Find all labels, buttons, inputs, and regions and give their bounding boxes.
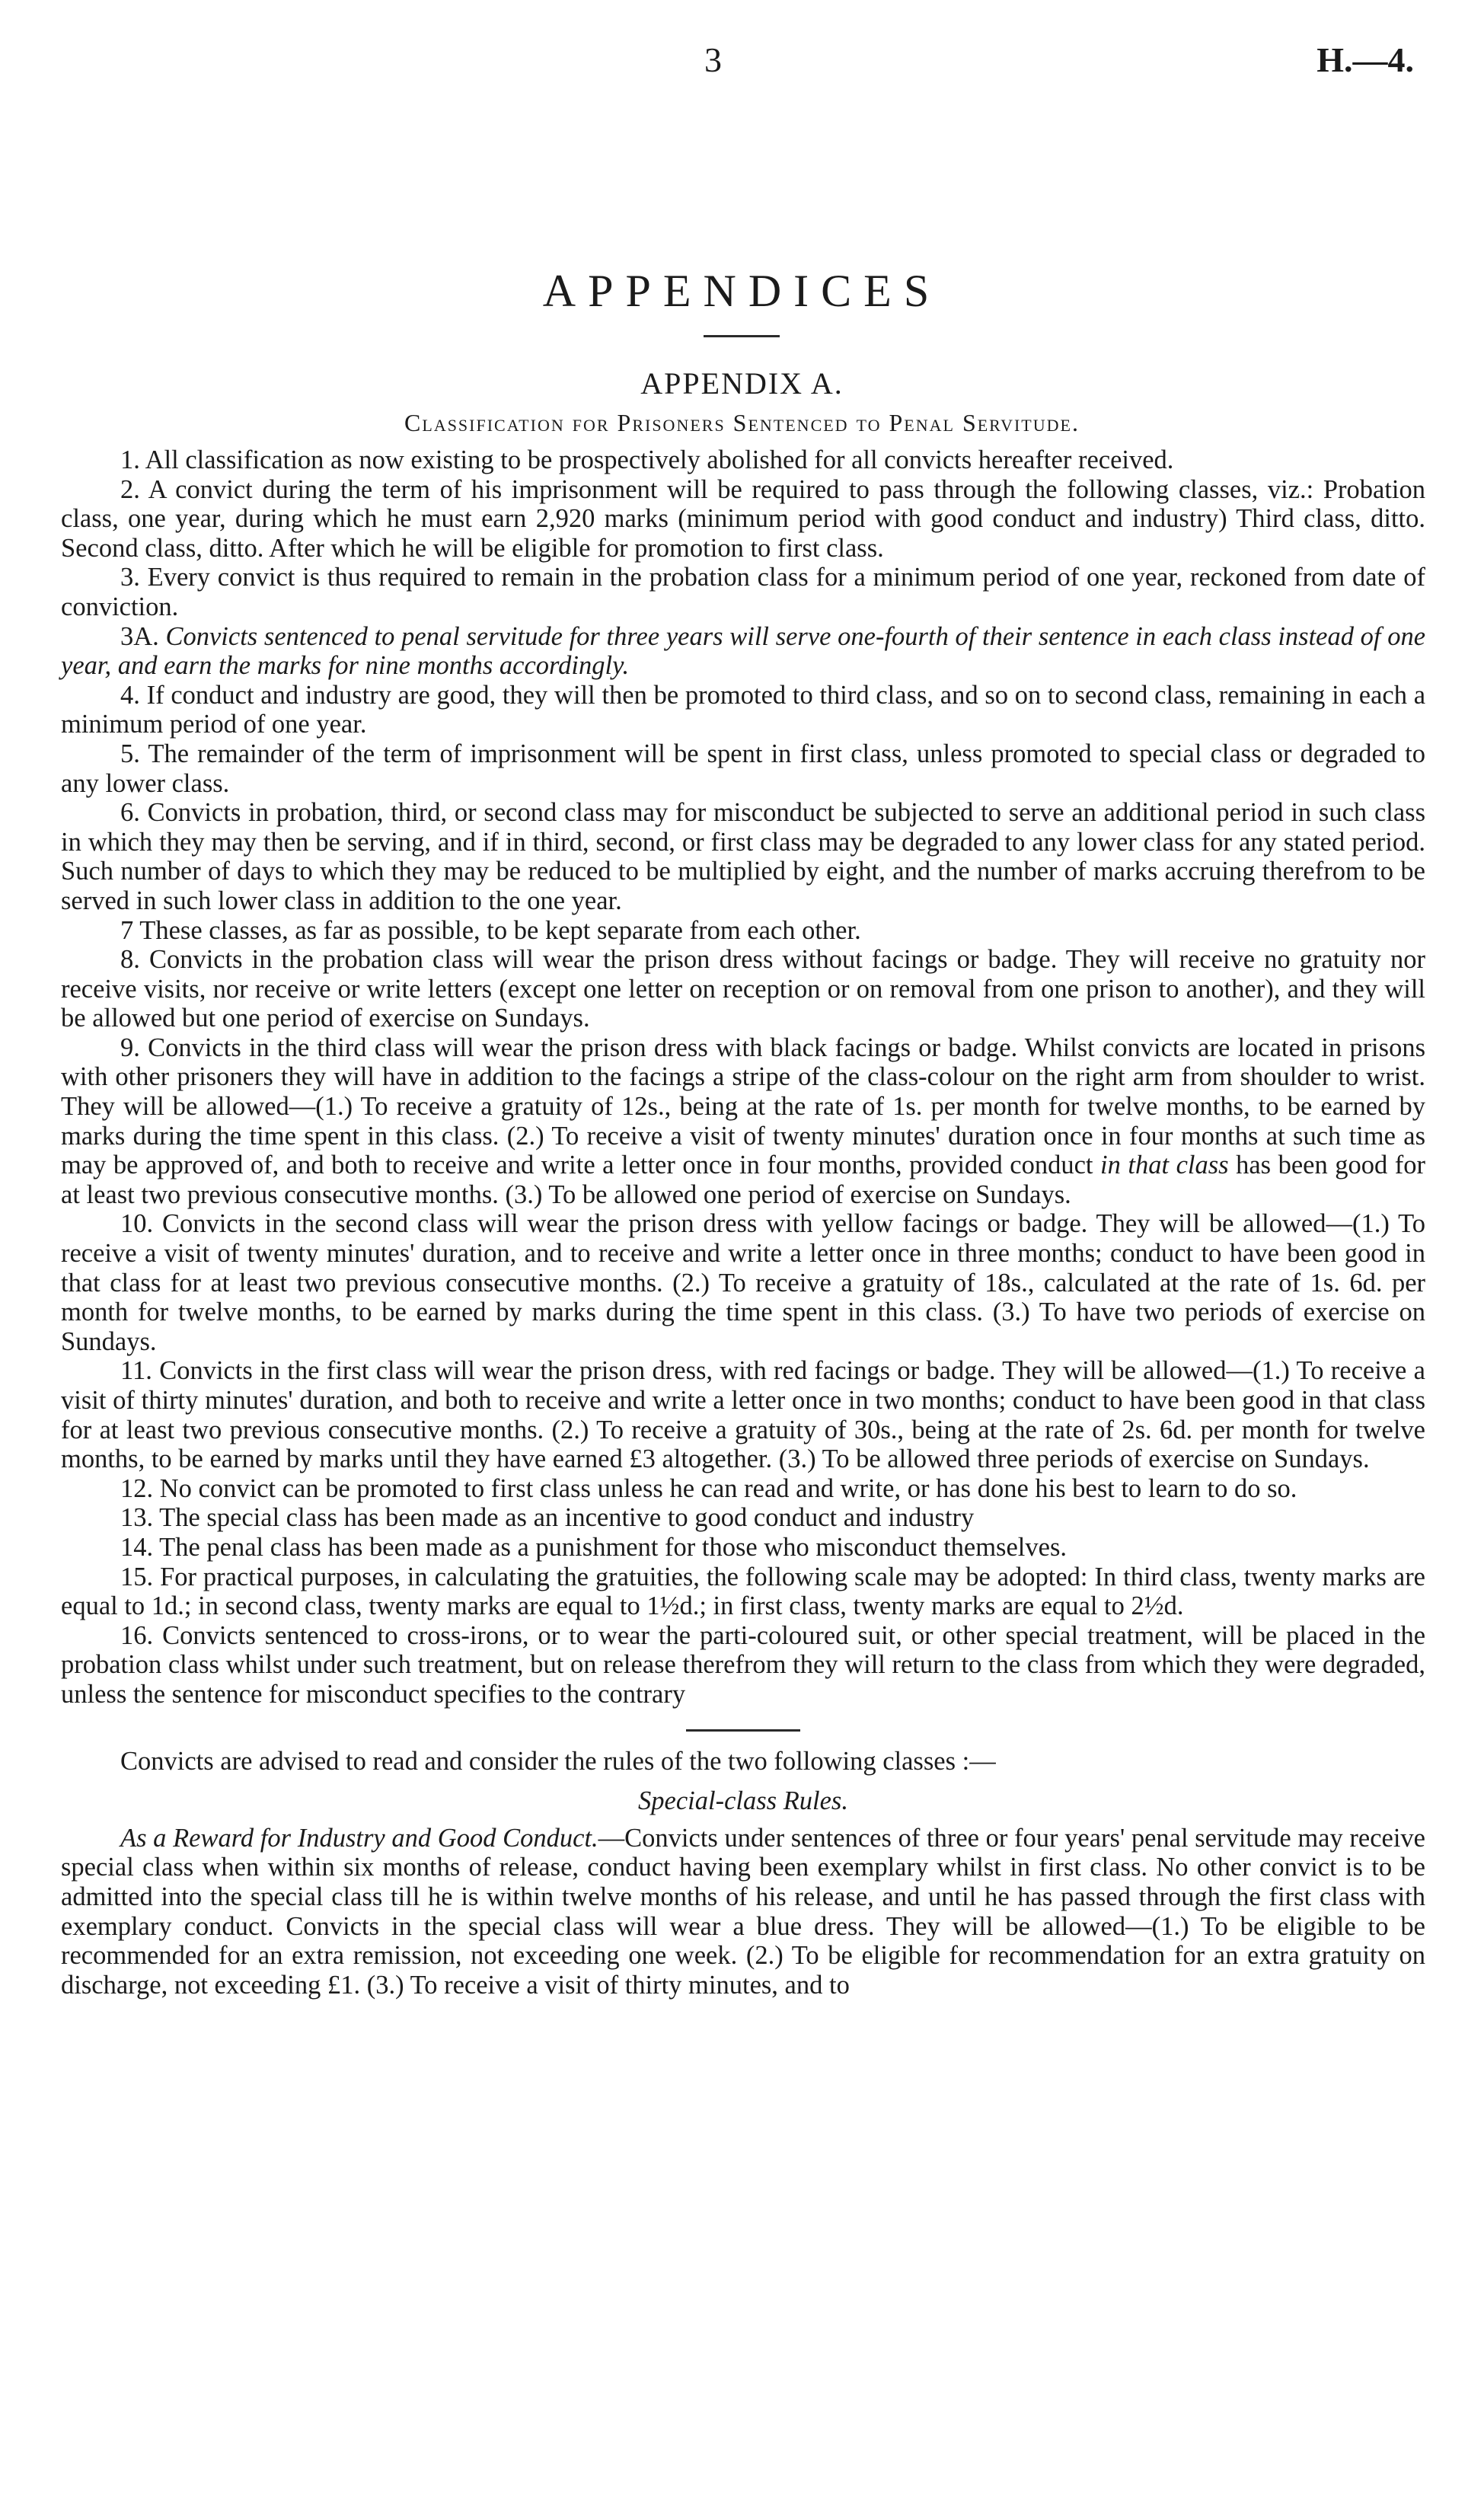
rule-paragraph: [61, 739, 1425, 798]
page-title: APPENDICES: [542, 266, 942, 316]
rule-paragraph: [61, 916, 1425, 946]
rule-number: 16.: [120, 1620, 154, 1650]
rule-number: 3.: [120, 563, 140, 592]
rule-number: 1.: [120, 445, 140, 474]
rule-text: The special class has been made as an incentive to good conduct and industry: [159, 1503, 975, 1533]
rule-text: Convicts in the second class will wear the prison dress with yellow facings or badge. They will be allowed—(1.) To receive a visit of twenty minutes' duration, and to receive and write a letter once in three months; conduct to have been good in that class for at least two previous consecutive months. (2.) To receive a gratuity of 18s., calculated at the rate of 1s. 6d. per month for twelve months, to be earned by marks during the time spent in this class. (3.) To have two periods of exercise on Sundays.: [61, 1209, 1426, 1356]
rule-number: 12.: [120, 1473, 154, 1503]
rule-text: Every convict is thus required to remain in the probation class for a minimum period of one year, reckoned from date of conviction.: [61, 563, 1425, 621]
rule-paragraph: [61, 1533, 1425, 1563]
section-subheading: Classification for Prisoners Sentenced to Penal Servitude.: [404, 409, 1080, 436]
rule-text: A convict during the term of his imprisonment will be required to pass through the following classes, viz.: Probation class, one year, during which he must earn 2,920 marks (minimum period with good conduct and industry) Third class, ditto. Second class, ditto. After which he will be eligible for promotion to first class.: [61, 474, 1425, 563]
rule-text: All classification as now existing to be prospectively abolished for all convicts hereafter received.: [145, 445, 1174, 474]
advice-paragraph: Convicts are advised to read and consider the rules of the two following classes :—: [120, 1746, 996, 1776]
special-class-heading: Special-class Rules.: [638, 1786, 848, 1816]
body-text: [61, 445, 1425, 2000]
rule-number: 15.: [120, 1562, 154, 1591]
rule-text: Convicts in the third class will wear the prison dress with black facings or badge. Whilst convicts are located in prisons with other prisoners they will have in addition to the facings a stripe of the class-colour on the right arm from shoulder to wrist. They will be allowed—(1.) To receive a gratuity of 12s., being at the rate of 1s. per month for twelve months, to be earned by marks during the time spent in this class. (2.) To receive a visit of twenty minutes' duration once in four months at such time as may be approved of, and both to receive and write a letter once in four months, provided conduct: [61, 1033, 1425, 1180]
rule-number: 9.: [120, 1033, 140, 1062]
document-reference: H.—4.: [1316, 40, 1414, 79]
rule-text: For practical purposes, in calculating the gratuities, the following scale may be adopted: In third class, twenty marks are equal to 1d.; in second class, twenty marks are equal to 1½d.; in first class, twenty marks are equal to 2½d.: [61, 1562, 1425, 1621]
rule-text: The penal class has been made as a punishment for those who misconduct themselves.: [159, 1532, 1067, 1562]
rule-paragraph: [61, 798, 1425, 915]
rule-paragraph: [61, 1503, 1425, 1533]
rule-text: These classes, as far as possible, to be kept separate from each other.: [139, 915, 861, 945]
rule-text: Convicts sentenced to penal servitude for three years will serve one-fourth of their sentence in each class instead of one year, and earn the marks for nine months accordingly.: [61, 621, 1426, 681]
rule-paragraph: [61, 445, 1425, 475]
rule-number: 3A.: [120, 621, 159, 651]
rule-text: No convict can be promoted to first class unless he can read and write, or has done his best to learn to do so.: [159, 1473, 1297, 1503]
rule-paragraph: [61, 1033, 1425, 1210]
rule-paragraph: [61, 945, 1425, 1033]
rule-number: 13.: [120, 1503, 154, 1533]
rule-text: Convicts in the first class will wear the prison dress, with red facings or badge. They will be allowed—(1.) To receive a visit of thirty minutes' duration, and both to receive and write a letter once in two months; conduct to have been good in that class for at least two previous consecutive months. (2.) To receive a gratuity of 30s., being at the rate of 2s. 6d. per month for twelve months, to be earned by marks until they have earned £3 altogether. (3.) To be allowed three periods of exercise on Sundays.: [61, 1356, 1425, 1474]
rule-paragraph: [61, 681, 1425, 739]
special-class-text: —Convicts under sentences of three or four years' penal servitude may receive special class when within six months of release, conduct having been exemplary whilst in first class. No other convict is to be admitted into the special class till he is within twelve months of his release, and until he has passed through the first class with exemplary conduct. Convicts in the special class will wear a blue dress. They will be allowed—(1.) To be eligible to be recommended for an extra remission, not exceeding one week. (2.) To be eligible for recommendation for an extra gratuity on discharge, not exceeding £1. (3.) To receive a visit of thirty minutes, and to: [61, 1823, 1425, 2000]
appendix-heading: APPENDIX A.: [640, 366, 844, 401]
rule-text: Convicts in the probation class will wear the prison dress without facings or badge. They will receive no gratuity nor receive visits, nor receive or write letters (except one letter on reception or on removal from one prison to another), and they will be allowed but one period of exercise on Sundays.: [61, 945, 1426, 1033]
rule-text-emphasis: in that class: [1100, 1151, 1229, 1180]
rule-paragraph: [61, 563, 1425, 621]
rule-paragraph: [61, 475, 1425, 563]
rule-paragraph: [61, 622, 1425, 681]
page-number: 3: [704, 40, 722, 79]
special-class-lead: As a Reward for Industry and Good Conduct.: [120, 1823, 598, 1853]
rule-paragraph: [61, 1356, 1425, 1473]
rule-number: 2.: [120, 474, 140, 504]
rule-number: 4.: [120, 680, 140, 710]
rule-text: If conduct and industry are good, they will then be promoted to third class, and so on to second class, remaining in each a minimum period of one year.: [61, 680, 1426, 739]
rule-text: has been good for at least two previous consecutive months. (3.) To be allowed one period of exercise on Sundays.: [61, 1151, 1426, 1209]
rule-paragraph: [61, 1621, 1425, 1709]
rule-number: 14.: [120, 1532, 154, 1562]
rule-number: 6.: [120, 798, 140, 828]
rule-number: 7: [120, 915, 134, 945]
rule-paragraph: [61, 1563, 1425, 1621]
page-header: [0, 40, 1484, 85]
special-class-paragraph: [61, 1824, 1425, 2000]
rule-number: 8.: [120, 945, 140, 975]
rule-number: 11.: [120, 1356, 152, 1386]
rule-text: The remainder of the term of imprisonment will be spent in first class, unless promoted to special class or degraded to any lower class.: [61, 739, 1425, 798]
rule-paragraph: [61, 1209, 1425, 1356]
rule-text: Convicts sentenced to cross-irons, or to wear the parti-coloured suit, or other special treatment, will be placed in the probation class whilst under such treatment, but on release therefrom they will return to the class from which they were degraded, unless the sentence for misconduct specifies to the contrary: [61, 1620, 1426, 1709]
rule-number: 5.: [120, 739, 140, 768]
section-divider: [686, 1729, 800, 1732]
title-divider: [704, 335, 780, 337]
rule-paragraph: [61, 1474, 1425, 1504]
rule-text: Convicts in probation, third, or second class may for misconduct be subjected to serve an additional period in such class in which they may then be serving, and if in third, second, or first class may be degraded to any lower class for any stated period. Such number of days to which they may be reduced to be multiplied by eight, and the number of marks accruing therefrom to be served in such lower class in addition to the one year.: [61, 798, 1426, 915]
rule-number: 10.: [120, 1209, 154, 1239]
